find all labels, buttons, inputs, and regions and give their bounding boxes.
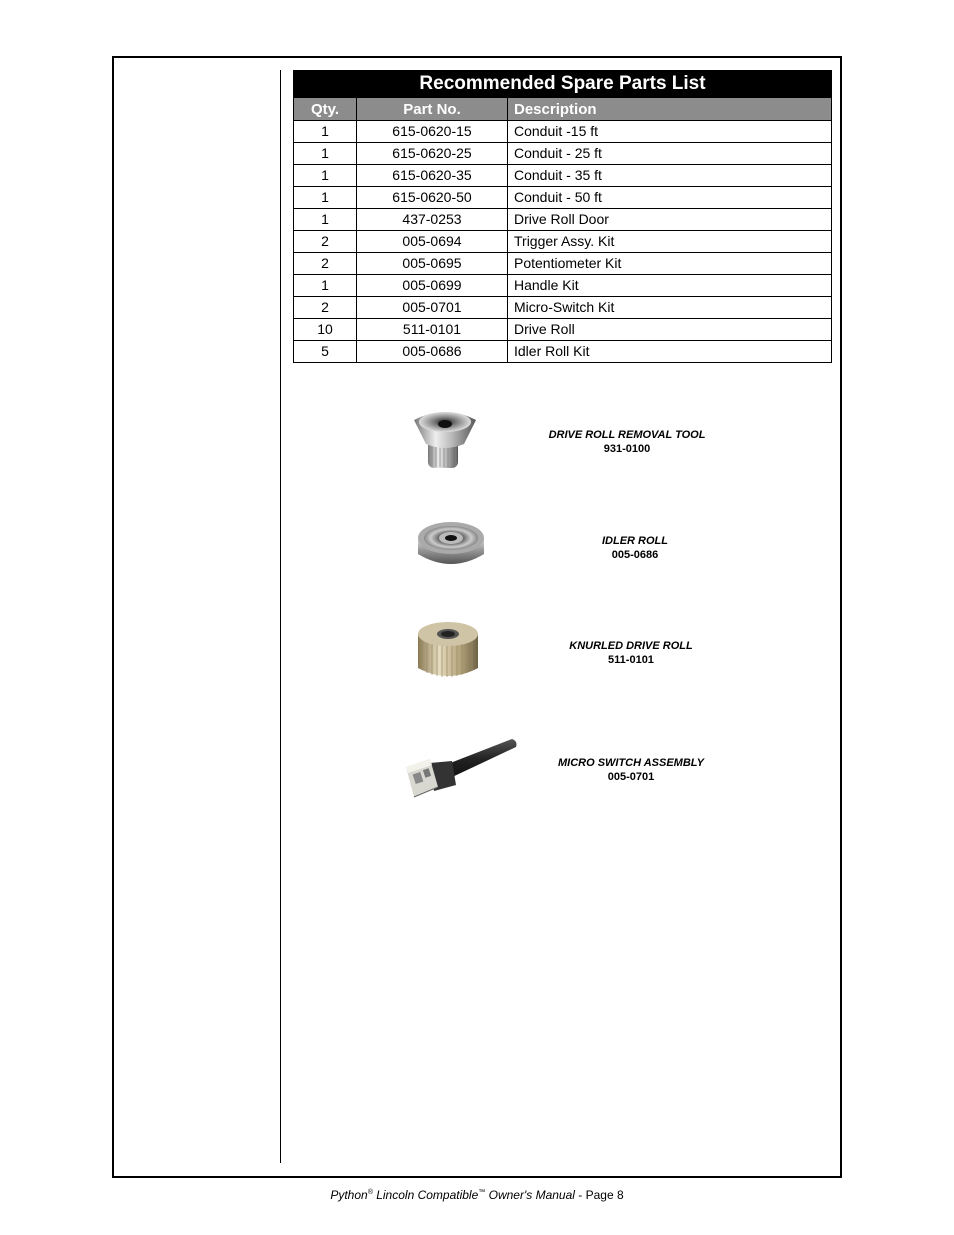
registered-mark: ® [367, 1189, 373, 1196]
cell-description: Micro-Switch Kit [508, 297, 832, 319]
drive-roll-removal-tool-icon [410, 406, 480, 479]
cell-qty: 1 [294, 187, 357, 209]
footer-product: Python [330, 1188, 368, 1202]
part-caption [531, 756, 731, 784]
cell-description: Drive Roll [508, 319, 832, 341]
cell-qty: 2 [294, 231, 357, 253]
table-row [294, 231, 832, 253]
cell-description: Conduit -15 ft [508, 121, 832, 143]
cell-qty: 1 [294, 275, 357, 297]
part-name: KNURLED DRIVE ROLL [569, 640, 693, 652]
table-row [294, 121, 832, 143]
cell-description: Handle Kit [508, 275, 832, 297]
cell-part-no: 615-0620-35 [357, 165, 508, 187]
cell-part-no: 511-0101 [357, 319, 508, 341]
cell-description: Trigger Assy. Kit [508, 231, 832, 253]
cell-description: Conduit - 35 ft [508, 165, 832, 187]
table-title: Recommended Spare Parts List [294, 71, 832, 98]
cell-qty: 1 [294, 165, 357, 187]
part-name: IDLER ROLL [602, 535, 668, 547]
cell-part-no: 615-0620-15 [357, 121, 508, 143]
header-description: Description [508, 98, 832, 121]
cell-qty: 1 [294, 209, 357, 231]
knurled-drive-roll-icon [414, 618, 482, 687]
cell-part-no: 615-0620-25 [357, 143, 508, 165]
part-number: 005-0686 [611, 549, 659, 561]
part-caption [531, 639, 731, 667]
cell-part-no: 005-0694 [357, 231, 508, 253]
cell-qty: 2 [294, 253, 357, 275]
column-divider [280, 70, 281, 1163]
page-footer [0, 1188, 954, 1202]
header-part-no: Part No. [357, 98, 508, 121]
table-row [294, 297, 832, 319]
part-caption [535, 534, 735, 562]
cell-part-no: 005-0686 [357, 341, 508, 363]
spare-parts-table [293, 70, 832, 363]
table-row [294, 253, 832, 275]
table-row [294, 165, 832, 187]
part-number: 005-0701 [607, 771, 655, 783]
part-number: 511-0101 [608, 654, 654, 666]
trademark-mark: ™ [478, 1189, 486, 1196]
table-header-row [294, 98, 832, 121]
cell-description: Idler Roll Kit [508, 341, 832, 363]
part-caption [527, 428, 727, 456]
part-name: DRIVE ROLL REMOVAL TOOL [548, 429, 706, 441]
table-row [294, 143, 832, 165]
cell-description: Drive Roll Door [508, 209, 832, 231]
table-row [294, 209, 832, 231]
cell-qty: 1 [294, 143, 357, 165]
table-row [294, 319, 832, 341]
table-row [294, 187, 832, 209]
cell-qty: 10 [294, 319, 357, 341]
header-qty: Qty. [294, 98, 357, 121]
cell-description: Conduit - 25 ft [508, 143, 832, 165]
cell-part-no: 615-0620-50 [357, 187, 508, 209]
cell-part-no: 005-0701 [357, 297, 508, 319]
part-name: MICRO SWITCH ASSEMBLY [557, 757, 705, 769]
footer-manual: Owner's Manual [485, 1188, 575, 1202]
cell-qty: 2 [294, 297, 357, 319]
cell-part-no: 005-0695 [357, 253, 508, 275]
table-row [294, 341, 832, 363]
cell-part-no: 005-0699 [357, 275, 508, 297]
cell-qty: 1 [294, 121, 357, 143]
cell-qty: 5 [294, 341, 357, 363]
part-number: 931-0100 [603, 443, 651, 455]
cell-part-no: 437-0253 [357, 209, 508, 231]
cell-description: Conduit - 50 ft [508, 187, 832, 209]
micro-switch-assembly-icon [400, 733, 520, 812]
cell-description: Potentiometer Kit [508, 253, 832, 275]
table-row [294, 275, 832, 297]
footer-page-number: - Page 8 [574, 1188, 624, 1202]
footer-compat: Lincoln Compatible [372, 1188, 479, 1202]
idler-roll-icon [414, 516, 488, 579]
